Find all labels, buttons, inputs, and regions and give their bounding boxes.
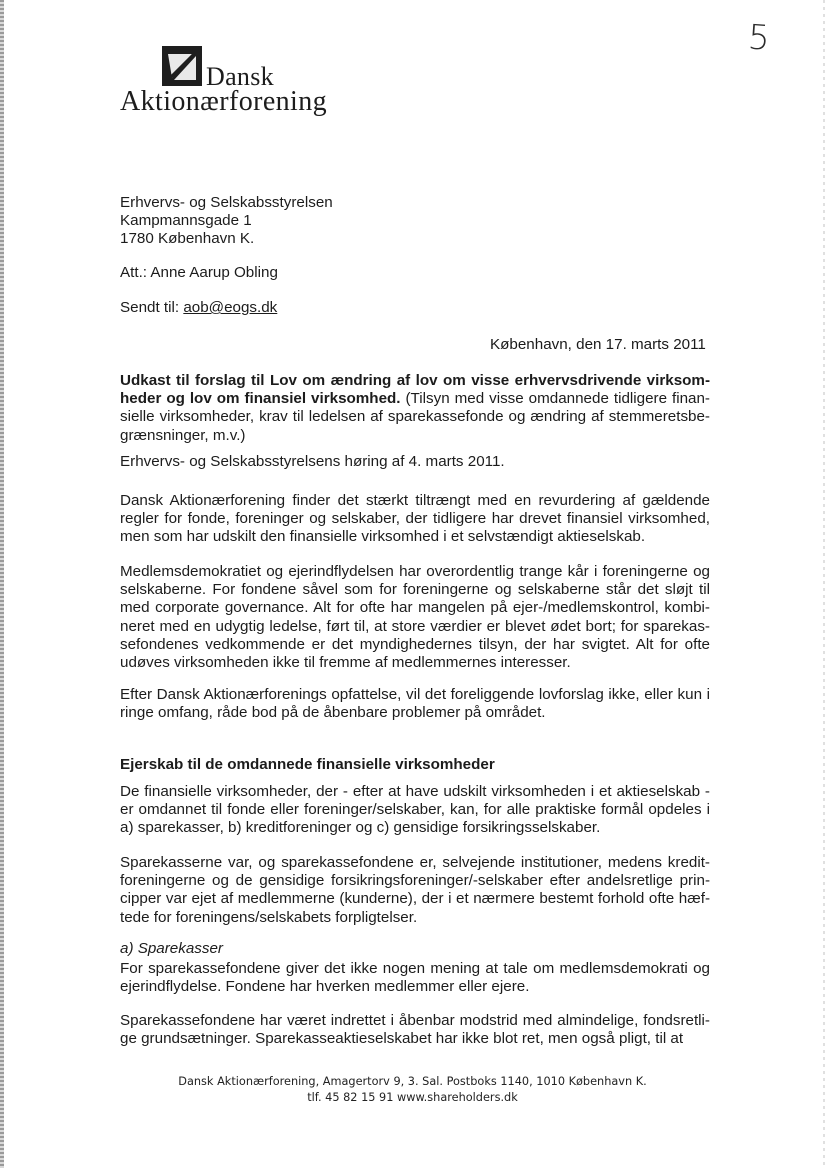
- recipient-address: [120, 194, 710, 249]
- paragraph-line: tede for foreningens/selskabets forpligtelser.: [120, 908, 418, 926]
- section-heading-text: Ejerskab til de omdannede finansielle virksomheder: [120, 756, 495, 773]
- email-link[interactable]: aob@eogs.dk: [183, 299, 278, 316]
- paragraph-line: ge grundsætninger. Sparekasseaktieselskabet har ikke blot ret, men også pligt, til at: [120, 1030, 684, 1048]
- sent-to-line: [120, 299, 710, 317]
- paragraph-1: [120, 492, 710, 547]
- paragraph-line: Efter Dansk Aktionærforenings opfattelse, vil det foreliggende lovforslag ikke, eller kun i: [120, 686, 710, 703]
- handwritten-page-number: 5: [746, 17, 772, 59]
- address-line: Kampmannsgade 1: [120, 212, 252, 230]
- footer-contact: tlf. 45 82 15 91 www.shareholders.dk: [307, 1091, 518, 1104]
- subheading-text: a) Sparekasser: [120, 940, 223, 957]
- paragraph-4: [120, 783, 710, 838]
- paragraph-7: [120, 1012, 710, 1048]
- paragraph-2: [120, 563, 710, 672]
- paragraph-line: Medlemsdemokratiet og ejerindflydelsen har overordentlig trange kår i foreningerne og: [120, 563, 710, 580]
- paragraph-5: [120, 854, 710, 927]
- footer-address: Dansk Aktionærforening, Amagertorv 9, 3. Sal. Postboks 1140, 1010 København K.: [178, 1075, 647, 1088]
- paragraph-line: Sparekasserne var, og sparekassefondene er, selvejende institutioner, medens kredit-: [120, 854, 710, 871]
- paragraph-6: [120, 960, 710, 996]
- paragraph-line: a) sparekasser, b) kreditforeninger og c) gensidige forsikringsselskaber.: [120, 819, 601, 837]
- subject-line-bold: heder og lov om finansiel virksomhed.: [120, 390, 401, 408]
- address-line: Erhvervs- og Selskabsstyrelsen: [120, 194, 333, 211]
- paragraph-line: neret med en udygtig ledelse, ført til, at store værdier er blevet ødet bort; for sparekas-: [120, 617, 710, 635]
- sent-to-label: Sendt til:: [120, 299, 184, 316]
- subheading-sparekasser: [120, 940, 710, 958]
- paragraph-line: cipper var ejet af medlemmerne (kunderne), der i et nærmere bestemt forhold ofte hæf-: [120, 890, 710, 908]
- paragraph-line: men som har udskilt den finansielle virksomhed i et selvstændigt aktieselskab.: [120, 528, 646, 546]
- paragraph-line: er omdannet til fonde eller foreninger/selskaber, kan, for alle praktiske formål opdeles i: [120, 801, 710, 819]
- logo-text-line1: Dansk: [206, 62, 274, 91]
- subject-line: Udkast til forslag til Lov om ændring af lov om visse erhvervsdrivende virksom-: [120, 372, 710, 389]
- letter-date: København, den 17. marts 2011: [490, 336, 706, 353]
- paragraph-line: udøves virksomheden ikke til fremme af medlemmernes interesser.: [120, 654, 571, 672]
- paragraph-line: foreningerne og de gensidige forsikringsforeninger/-selskaber efter andelsretlige prin-: [120, 872, 710, 890]
- logo-mark-icon: [162, 46, 202, 86]
- logo-text-line2: Aktionærforening: [120, 86, 328, 117]
- hearing-reference: [120, 453, 710, 471]
- subject-block: [120, 372, 710, 445]
- paragraph-line: De finansielle virksomheder, der - efter at have udskilt virksomheden i et aktieselskab -: [120, 783, 710, 800]
- subject-line-normal: (Tilsyn med visse omdannede tidligere finan-: [400, 390, 710, 408]
- paragraph-line: ringe omfang, råde bod på de åbenbare problemer på området.: [120, 704, 546, 722]
- paragraph-line: ejerindflydelse. Fondene har hverken medlemmer eller ejere.: [120, 978, 530, 996]
- paragraph-line: regler for fonde, foreninger og selskaber, der tidligere har drevet finansiel virksomhed,: [120, 510, 710, 528]
- paragraph-line: Dansk Aktionærforening finder det stærkt tiltrængt med en revurdering af gældende: [120, 492, 710, 509]
- organization-logo: [120, 46, 360, 126]
- scan-edge-left: [0, 0, 4, 1168]
- subject-line: sielle virksomheder, krav til ledelsen af sparekassefonde og ændring af stemmeretsbe-: [120, 408, 710, 426]
- address-line: 1780 København K.: [120, 230, 255, 248]
- paragraph-line: sefondenes vedkommende er det myndighedernes tilsyn, der har svigtet. Alt for ofte: [120, 635, 710, 653]
- paragraph-3: [120, 686, 710, 722]
- hearing-text: Erhvervs- og Selskabsstyrelsens høring af 4. marts 2011.: [120, 453, 505, 470]
- paragraph-line: selskaberne. For fondene såvel som for foreningerne og selskaberne står det sløjt til: [120, 581, 710, 599]
- paragraph-line: For sparekassefondene giver det ikke nogen mening at tale om medlemsdemokrati og: [120, 960, 710, 977]
- attention-text: Att.: Anne Aarup Obling: [120, 264, 278, 281]
- section-heading: [120, 756, 710, 774]
- paragraph-line: med corporate governance. Alt for ofte har mangelen på ejer-/medlemskontrol, kombi-: [120, 599, 710, 617]
- subject-line: grænsninger, m.v.): [120, 426, 246, 444]
- paragraph-line: Sparekassefondene har været indrettet i åbenbar modstrid med almindelige, fondsretli-: [120, 1012, 710, 1029]
- attention-line: [120, 264, 710, 282]
